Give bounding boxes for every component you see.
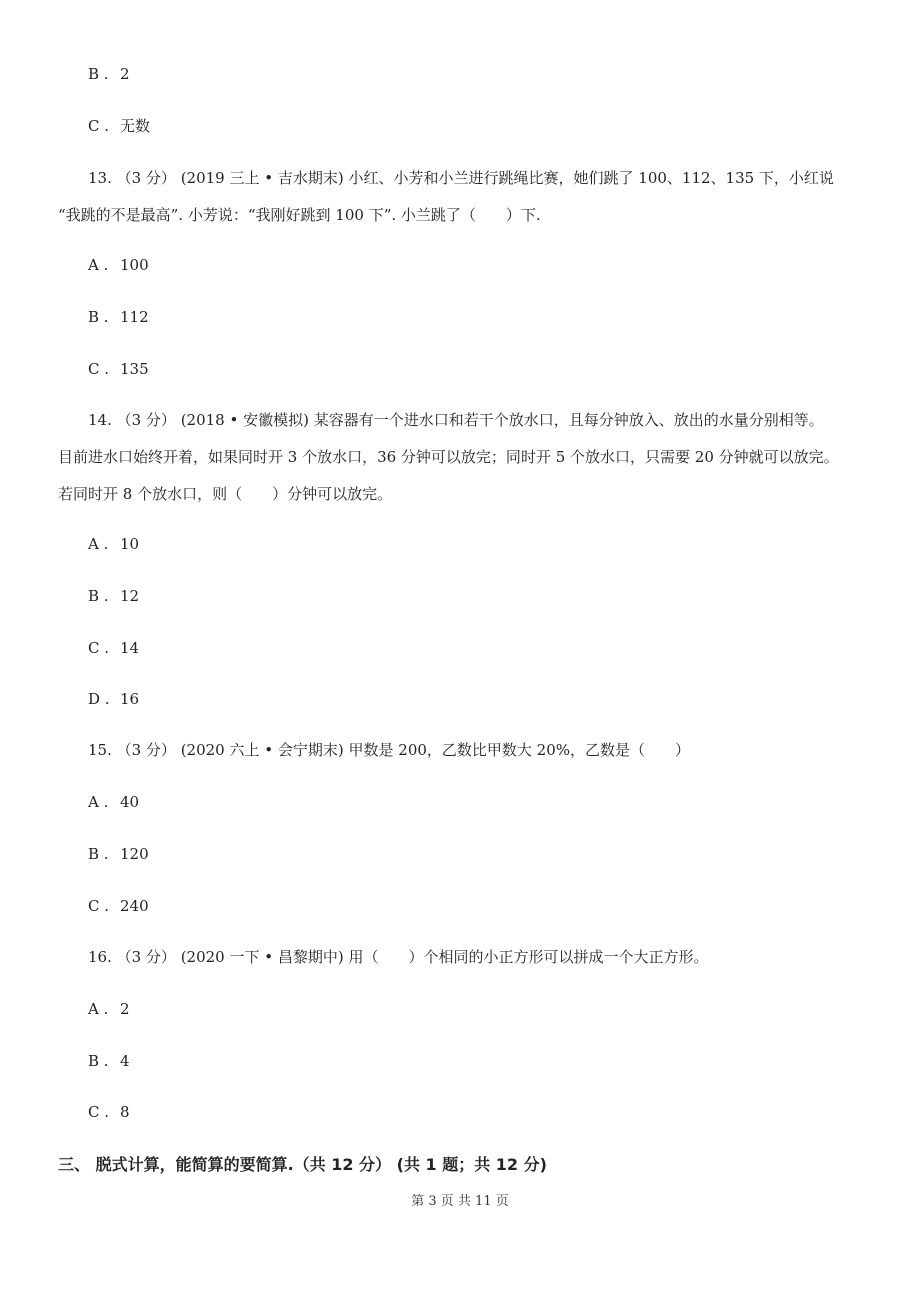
option-label: A . <box>88 256 109 274</box>
option-label: C . <box>88 897 110 915</box>
option-label: C . <box>88 360 110 378</box>
question-14-option-d <box>88 689 139 709</box>
option-label: C . <box>88 117 110 135</box>
option-text: 2 <box>120 1000 130 1018</box>
page-footer: 第 3 页 共 11 页 <box>411 1194 509 1209</box>
question-14-line-3: 若同时开 8 个放水口，则（ ）分钟可以放完。 <box>58 485 393 503</box>
question-16-option-a <box>88 999 130 1019</box>
option-text: 14 <box>120 639 140 657</box>
option-label: B . <box>88 308 109 326</box>
question-14-option-c <box>88 638 139 658</box>
option-label: B . <box>88 845 109 863</box>
option-text: 4 <box>120 1052 130 1070</box>
question-13-line-2: “我跳的不是最高”. 小芳说：“我刚好跳到 100 下”. 小兰跳了（ ）下. <box>58 206 541 224</box>
option-text: 112 <box>120 308 149 326</box>
option-b <box>88 64 130 84</box>
question-14-line-2: 目前进水口始终开着，如果同时开 3 个放水口，36 分钟可以放完；同时开 5 个放水口，只需要 20 分钟就可以放完。 <box>58 448 839 466</box>
question-15-option-a <box>88 792 139 812</box>
option-label: A . <box>88 793 109 811</box>
option-text: 无数 <box>120 117 151 135</box>
option-text: 16 <box>120 690 140 708</box>
question-13-option-b <box>88 307 149 327</box>
option-label: C . <box>88 639 110 657</box>
option-text: 240 <box>120 897 149 915</box>
option-label: A . <box>88 535 109 553</box>
question-16-option-c <box>88 1102 130 1122</box>
question-16-option-b <box>88 1051 130 1071</box>
question-15-option-c <box>88 896 149 916</box>
question-13-line-1: 13. （3 分） (2019 三上 • 吉水期末) 小红、小芳和小兰进行跳绳比赛，她们跳了 100、112、135 下，小红说 <box>88 169 834 187</box>
question-15-option-b <box>88 844 149 864</box>
option-text: 8 <box>120 1103 130 1121</box>
option-label: B . <box>88 65 109 83</box>
option-label: B . <box>88 587 109 605</box>
option-text: 100 <box>120 256 149 274</box>
option-label: D . <box>88 690 110 708</box>
question-13-option-a <box>88 255 149 275</box>
option-text: 12 <box>120 587 140 605</box>
option-c <box>88 116 150 136</box>
question-16-line-1: 16. （3 分） (2020 一下 • 昌黎期中) 用（ ）个相同的小正方形可以拼成一个大正方形。 <box>88 948 709 966</box>
option-label: B . <box>88 1052 109 1070</box>
option-text: 10 <box>120 535 140 553</box>
question-15-line-1: 15. （3 分） (2020 六上 • 会宁期末) 甲数是 200，乙数比甲数大 20%，乙数是（ ） <box>88 741 691 759</box>
option-text: 135 <box>120 360 149 378</box>
question-14-option-a <box>88 534 139 554</box>
question-14-option-b <box>88 586 139 606</box>
option-label: A . <box>88 1000 109 1018</box>
section-heading: 三、 脱式计算，能简算的要简算.（共 12 分） (共 1 题；共 12 分) <box>58 1155 547 1174</box>
option-text: 2 <box>120 65 130 83</box>
option-label: C . <box>88 1103 110 1121</box>
question-14-line-1: 14. （3 分） (2018 • 安徽模拟) 某容器有一个进水口和若干个放水口，且每分钟放入、放出的水量分别相等。 <box>88 411 824 429</box>
question-13-option-c <box>88 359 149 379</box>
option-text: 40 <box>120 793 140 811</box>
option-text: 120 <box>120 845 149 863</box>
